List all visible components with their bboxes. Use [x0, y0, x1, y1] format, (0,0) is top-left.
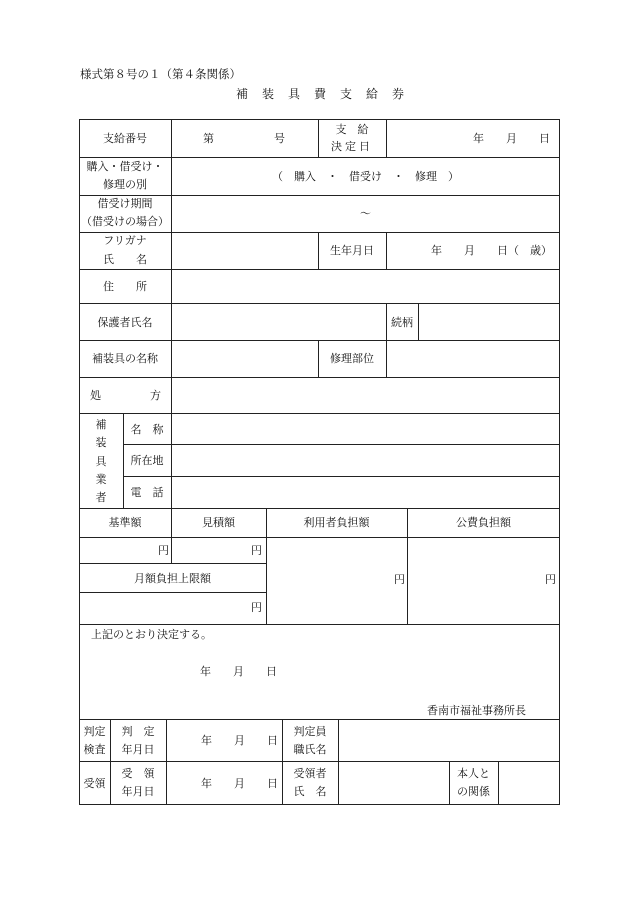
- vendor-char: 業: [95, 473, 107, 486]
- inspect-label-1: 判定: [83, 725, 106, 738]
- vendor-char: 装: [95, 436, 107, 449]
- vendor-char: 具: [95, 455, 107, 468]
- payment-no-go: 号: [274, 132, 285, 145]
- type-select[interactable]: （ 購入 ・ 借受け ・ 修理 ）: [272, 170, 459, 183]
- estimate-label: 見積額: [202, 516, 235, 529]
- address-label: 住 所: [103, 280, 147, 293]
- inspect-label-2: 検査: [83, 743, 106, 756]
- receipt-label: 受領: [83, 777, 106, 790]
- title-char: 費: [313, 87, 326, 101]
- public-burden-label: 公費負担額: [456, 516, 511, 529]
- vendor-name-label: 名 称: [130, 423, 164, 436]
- decision-date-label-1: 支 給: [335, 123, 369, 136]
- lease-period-field[interactable]: ～: [360, 207, 371, 220]
- guardian-label: 保護者氏名: [97, 316, 153, 329]
- judge-date-label-1: 判 定: [121, 725, 155, 738]
- relation-to-self-label-1: 本人と: [457, 767, 490, 780]
- estimate-yen: 円: [251, 544, 262, 557]
- prescription-label-1: 処: [90, 389, 101, 402]
- relation-to-self-label-2: の関係: [457, 785, 490, 798]
- decision-date-field[interactable]: 年 月 日: [473, 132, 550, 145]
- title-char: 券: [392, 87, 405, 101]
- decision-statement: 上記のとおり決定する。: [91, 628, 212, 641]
- payment-no-label: 支給番号: [103, 132, 147, 145]
- title-char: 具: [287, 87, 300, 101]
- public-burden-yen: 円: [545, 573, 556, 586]
- vendor-phone-label: 電 話: [130, 486, 164, 499]
- birth-label: 生年月日: [330, 244, 374, 257]
- title-char: 給: [366, 87, 379, 101]
- furigana-label: フリガナ: [103, 234, 147, 247]
- device-name-label: 補装具の名称: [92, 352, 158, 365]
- base-amount-label: 基準額: [108, 516, 142, 529]
- lease-label-1: 借受け期間: [97, 197, 153, 210]
- form-number: 様式第８号の１（第４条関係）: [80, 67, 241, 81]
- title-char: 支: [340, 87, 353, 101]
- title-char: 補: [235, 87, 248, 101]
- lease-label-2: （借受けの場合）: [81, 215, 169, 228]
- receiver-label-1: 受領者: [293, 767, 327, 780]
- birth-field[interactable]: 年 月 日（ 歳）: [431, 244, 552, 257]
- user-burden-label: 利用者負担額: [303, 516, 370, 529]
- judge-date-field[interactable]: 年 月 日: [201, 734, 278, 747]
- judge-date-label-2: 年月日: [121, 743, 155, 756]
- judge-staff-label-1: 判定員: [293, 725, 327, 738]
- decision-date-label-2: 決定日: [331, 140, 373, 153]
- receipt-date-label-1: 受 領: [121, 767, 155, 780]
- judge-staff-label-2: 職氏名: [293, 743, 327, 756]
- vendor-location-label: 所在地: [130, 454, 164, 467]
- vendor-char: 補: [95, 418, 107, 431]
- payment-no-dai: 第: [203, 132, 214, 145]
- relation-label: 続柄: [391, 316, 413, 329]
- receipt-date-field[interactable]: 年 月 日: [201, 777, 278, 790]
- monthly-cap-label: 月額負担上限額: [134, 572, 211, 585]
- receiver-label-2: 氏 名: [293, 785, 327, 798]
- decision-date: 年 月 日: [200, 665, 277, 678]
- form-title: [80, 85, 560, 102]
- name-label: 氏 名: [103, 253, 147, 266]
- base-amount-yen: 円: [158, 544, 169, 557]
- signer-title: 香南市福祉事務所長: [427, 704, 526, 717]
- title-char: 装: [261, 87, 274, 101]
- form-table: [79, 119, 560, 805]
- repair-part-label: 修理部位: [330, 352, 374, 365]
- prescription-label-2: 方: [150, 389, 161, 402]
- receipt-date-label-2: 年月日: [121, 785, 155, 798]
- user-burden-yen: 円: [394, 573, 405, 586]
- monthly-cap-yen: 円: [251, 601, 262, 614]
- type-label-1: 購入・借受け・: [86, 160, 164, 173]
- vendor-char: 者: [95, 491, 107, 504]
- type-label-2: 修理の別: [103, 178, 147, 191]
